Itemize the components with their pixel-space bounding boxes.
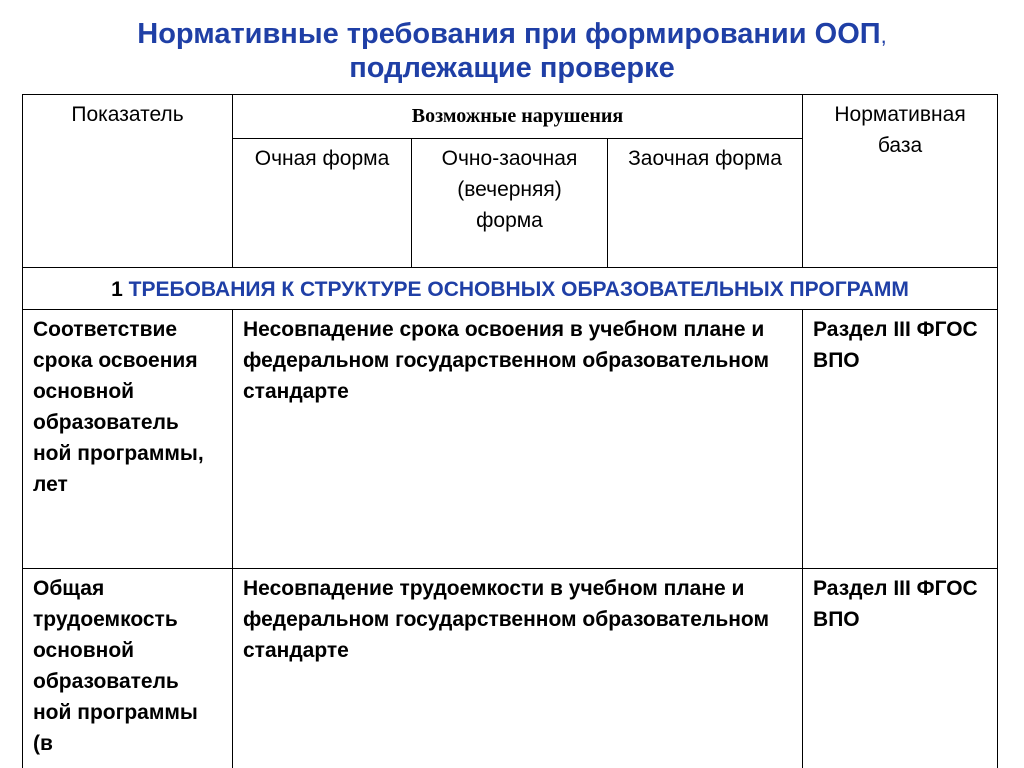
row-indicator: Общая трудоемкость основной образователь ной программы (в bbox=[23, 569, 233, 768]
table-row bbox=[23, 569, 998, 768]
title-main-text: Нормативные требования при формировании ООП bbox=[137, 18, 881, 50]
requirements-table bbox=[22, 94, 998, 768]
section-heading bbox=[23, 268, 998, 310]
header-part-time-evening: Очно-заочная (вечерняя) форма bbox=[412, 139, 608, 268]
row-violation: Несовпадение трудоемкости в учебном плане и федеральном государственном образовательном стандарте bbox=[233, 569, 803, 768]
section-row bbox=[23, 268, 998, 310]
title-comma: , bbox=[880, 23, 887, 48]
slide-title bbox=[0, 18, 1024, 85]
section-number: 1 bbox=[111, 278, 123, 301]
title-line-1 bbox=[0, 18, 1024, 52]
section-title: ТРЕБОВАНИЯ К СТРУКТУРЕ ОСНОВНЫХ ОБРАЗОВАТЕЛЬНЫХ ПРОГРАММ bbox=[128, 278, 909, 301]
header-violations: Возможные нарушения bbox=[233, 95, 803, 139]
header-indicator: Показатель bbox=[23, 95, 233, 268]
header-row-1 bbox=[23, 95, 998, 139]
row-normative-base: Раздел III ФГОС ВПО bbox=[803, 569, 998, 768]
title-line-2: подлежащие проверке bbox=[349, 52, 675, 84]
header-correspondence: Заочная форма bbox=[608, 139, 803, 268]
row-indicator: Соответствие срока освоения основной образователь ной программы, лет bbox=[23, 310, 233, 569]
table-row bbox=[23, 310, 998, 569]
row-normative-base: Раздел III ФГОС ВПО bbox=[803, 310, 998, 569]
header-full-time: Очная форма bbox=[233, 139, 412, 268]
header-normative-base: Нормативная база bbox=[803, 95, 998, 268]
row-violation: Несовпадение срока освоения в учебном плане и федеральном государственном образовательном стандарте bbox=[233, 310, 803, 569]
